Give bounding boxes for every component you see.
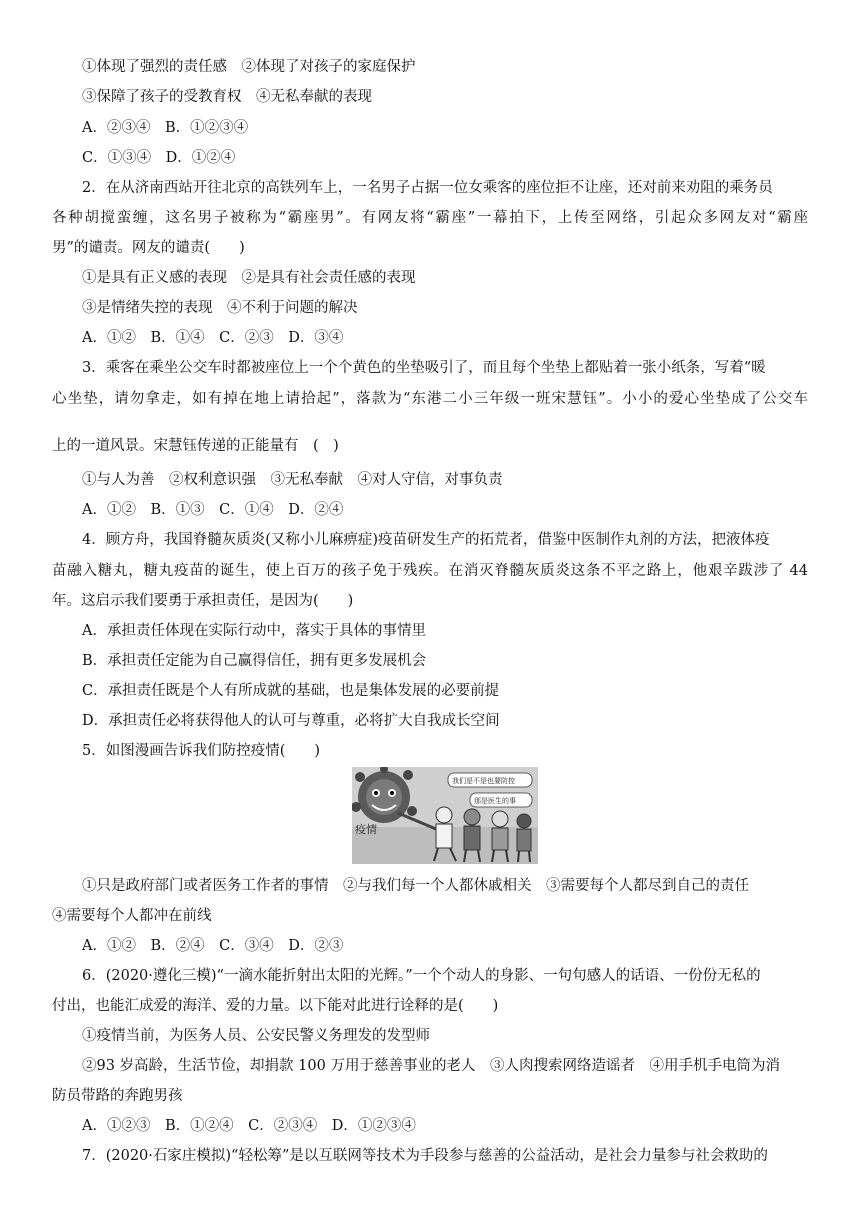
q3-stem-line3: 上的一道风景。宋慧钰传递的正能量有 ( ) — [52, 438, 339, 454]
q2-options-row1: ①是具有正义感的表现 ②是具有社会责任感的表现 — [82, 270, 416, 286]
virus-label: 疫情 — [355, 823, 377, 836]
q4-option-b: B．承担责任定能为自己赢得信任，拥有更多发展机会 — [82, 653, 427, 669]
q5-cartoon-image — [352, 767, 538, 864]
q7-stem-line1: 7．(2020·石家庄模拟)“轻松筹”是以互联网等技术为手段参与慈善的公益活动，是社会力量参与社会救助的 — [82, 1148, 768, 1164]
q2-stem-line2: 各种胡搅蛮缠，这名男子被称为“霸座男”。有网友将“霸座”一幕拍下，上传至网络，引起众多网友对“霸座 — [52, 210, 808, 226]
q1-options-row2: ③保障了孩子的受教育权 ④无私奉献的表现 — [82, 89, 372, 105]
q6-options-line2: ②93 岁高龄，生活节俭，却捐款 100 万用于慈善事业的老人 ③人肉搜索网络造谣者 ④用手机手电筒为消 — [82, 1058, 780, 1074]
q5-options-line1: ①只是政府部门或者医务工作者的事情 ②与我们每一个人都休戚相关 ③需要每个人都尽到自己的责任 — [82, 878, 749, 894]
q5-options-line2: ④需要每个人都冲在前线 — [52, 908, 212, 924]
q4-option-c: C．承担责任既是个人有所成就的基础，也是集体发展的必要前提 — [82, 683, 500, 699]
q4-option-a: A．承担责任体现在实际行动中，落实于具体的事情里 — [82, 623, 426, 639]
q4-stem-line3: 年。这启示我们要勇于承担责任，是因为( ) — [52, 593, 354, 609]
q5-stem: 5．如图漫画告诉我们防控疫情( ) — [82, 743, 321, 759]
q6-stem-line1: 6．(2020·遵化三模)“一滴水能折射出太阳的光辉。”一个个动人的身影、一句句感人的话语、一份份无私的 — [82, 968, 761, 984]
q1-answers-row1: A．②③④ B．①②③④ — [82, 120, 249, 136]
q6-answers: A．①②③ B．①②④ C．②③④ D．①②③④ — [82, 1118, 416, 1134]
speech-bubble-2: 那是医生的事 — [474, 797, 516, 805]
speech-bubble-1: 我们是不是也要防控 — [452, 777, 515, 785]
q4-stem-line1: 4．顾方舟，我国脊髓灰质炎(又称小儿麻痹症)疫苗研发生产的拓荒者，借鉴中医制作丸剂的方法，把液体疫 — [82, 532, 770, 548]
q6-option-1: ①疫情当前，为医务人员、公安民警义务理发的发型师 — [82, 1028, 430, 1044]
q2-answers: A．①② B．①④ C．②③ D．③④ — [82, 330, 344, 346]
q1-answers-row2: C．①③④ D．①②④ — [82, 150, 236, 166]
q6-options-line3: 防员带路的奔跑男孩 — [52, 1088, 183, 1104]
q2-stem-line3: 男”的谴责。网友的谴责( ) — [52, 240, 245, 256]
q2-options-row2: ③是情绪失控的表现 ④不利于问题的解决 — [82, 300, 358, 316]
q1-options-row1: ①体现了强烈的责任感 ②体现了对孩子的家庭保护 — [82, 59, 416, 75]
q3-stem-line2: 心坐垫，请勿拿走，如有掉在地上请拾起”，落款为“东港二小三年级一班宋慧钰”。小小的爱心坐垫成了公交车 — [52, 391, 808, 407]
q6-stem-line2: 付出，也能汇成爱的海洋、爱的力量。以下能对此进行诠释的是( ) — [52, 998, 499, 1014]
q4-option-d: D．承担责任必将获得他人的认可与尊重，必将扩大自我成长空间 — [82, 713, 500, 729]
q3-stem-line1: 3．乘客在乘坐公交车时都被座位上一个个黄色的坐垫吸引了，而且每个坐垫上都贴着一张小纸条，写着“暖 — [82, 360, 766, 376]
q3-options: ①与人为善 ②权利意识强 ③无私奉献 ④对人守信，对事负责 — [82, 472, 503, 488]
q5-answers: A．①② B．②④ C．③④ D．②③ — [82, 938, 344, 954]
q3-answers: A．①② B．①③ C．①④ D．②④ — [82, 502, 344, 518]
q4-stem-line2: 苗融入糖丸，糖丸疫苗的诞生，使上百万的孩子免于残疾。在消灭脊髓灰质炎这条不平之路上，他艰辛跋涉了 44 — [52, 563, 808, 579]
q2-stem-line1: 2．在从济南西站开往北京的高铁列车上，一名男子占据一位女乘客的座位拒不让座，还对前来劝阻的乘务员 — [82, 180, 773, 196]
